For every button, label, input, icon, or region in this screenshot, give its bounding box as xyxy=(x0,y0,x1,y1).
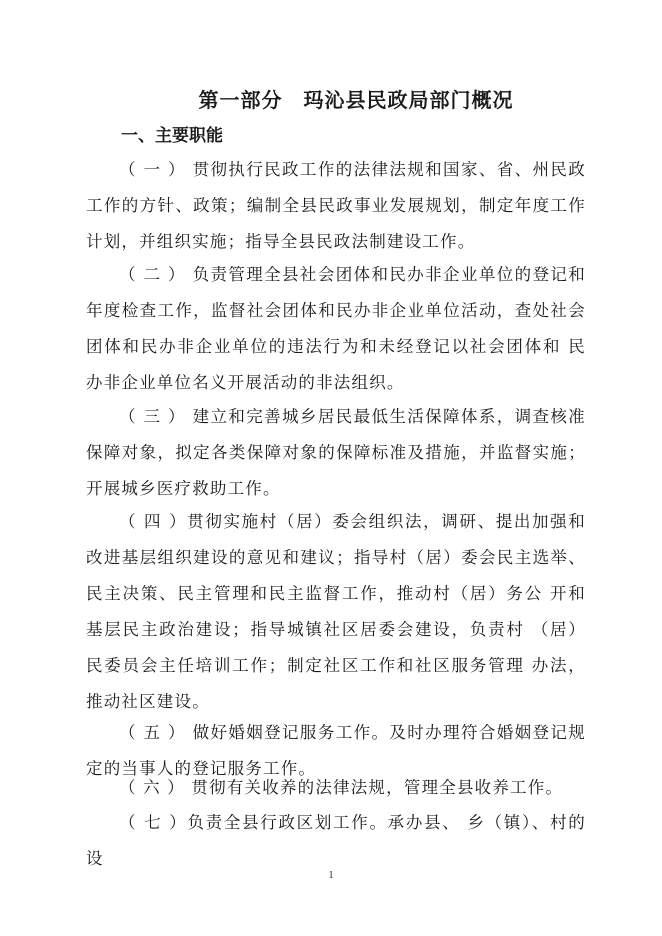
paragraph-4: （ 四 ）贯彻实施村（居）委会组织法，调研、提出加强和改进基层组织建设的意见和建议；指导村（居）委会民主选举、民主决策、民主管理和民主监督工作，推动村（居）务公 开和基层民主政治建设；指导城镇社区居委会建设，负责村 （居）民委员会主任培训工作；制定社区工作和社区服务管理 办法，推动社区建设。 xyxy=(86,512,586,711)
paragraph-3: （ 三 ） 建立和完善城乡居民最低生活保障体系，调查核准保障对象，拟定各类保障对象的保障标准及措施，并监督实施；开展城乡医疗救助工作。 xyxy=(86,407,586,498)
paragraph-6: （ 六 ） 贯彻有关收养的法律法规，管理全县收养工作。 xyxy=(119,778,564,797)
paragraph-7: （ 七 ）负责全县行政区划工作。承办县、 乡（镇）、村的 设 xyxy=(86,813,586,868)
section-heading: 一、主要职能 xyxy=(121,126,223,146)
paragraph-1: （ 一 ） 贯彻执行民政工作的法律法规和国家、省、州民政工作的方针、政策；编制全县民政事业发展规划，制定年度工作计划，并组织实施；指导全县民政法制建设工作。 xyxy=(86,160,586,251)
page-title: 第一部分 玛沁县民政局部门概况 xyxy=(198,88,514,112)
paragraph-5: （ 五 ） 做好婚姻登记服务工作。及时办理符合婚姻登记规定的当事人的登记服务工作。 xyxy=(86,723,586,778)
page-number: 1 xyxy=(328,869,334,881)
paragraph-2: （ 二 ） 负责管理全县社会团体和民办非企业单位的登记和年度检查工作，监督社会团体和民办非企业单位活动，查处社会团体和民办非企业单位的违法行为和未经登记以社会团体和 民办非企业单位名义开展活动的非法组织。 xyxy=(86,265,586,392)
